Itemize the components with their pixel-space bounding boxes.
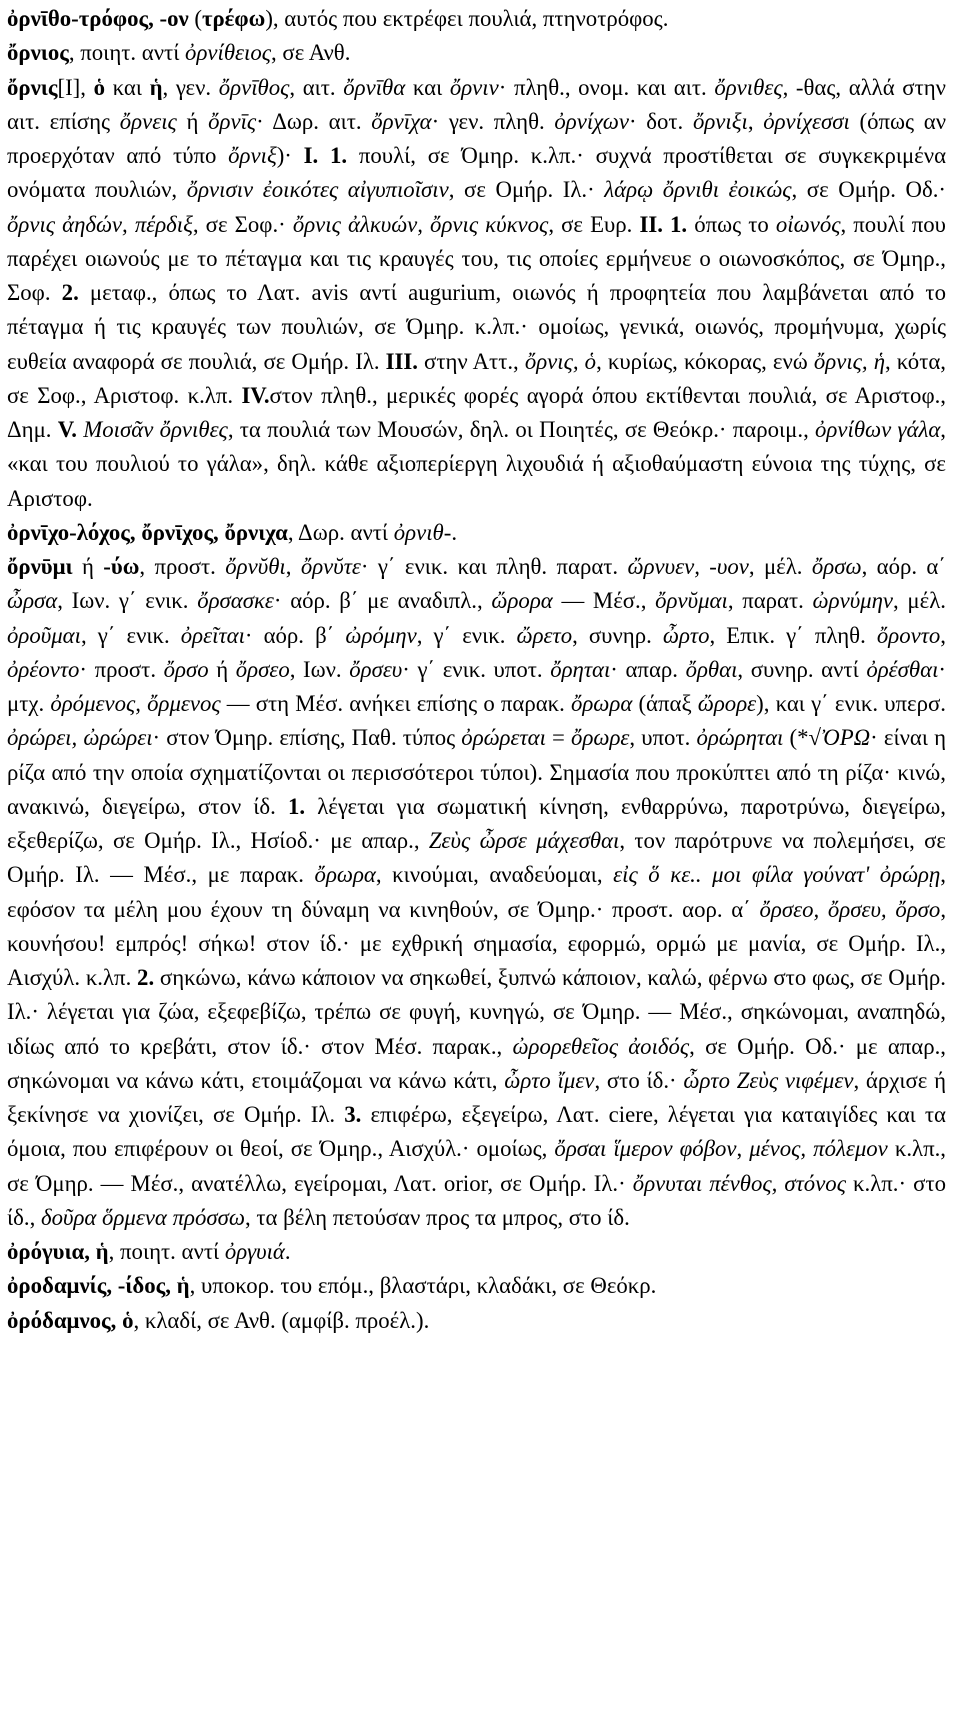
italic-form-text: ὀρνιθ- [393, 519, 452, 545]
italic-form-text: ὄρωρε [571, 725, 630, 751]
italic-form-text: ὤρνυεν, -υον [627, 554, 749, 579]
italic-form-text: εἰς ὅ κε.. μοι φίλα γούνατ' ὀρώρῃ [613, 862, 941, 888]
headword-text: ὀρόδαμνος, ὁ [7, 1307, 134, 1333]
italic-form-text: ὄρσεο [235, 656, 290, 682]
headword-text: -ύω [103, 554, 140, 579]
definition-text: , τα βέλη πετούσαν προς τα μπρος, στο ίδ. [244, 1204, 630, 1230]
definition-text: , «και του πουλιού το γάλα», δηλ. κάθε αξιοπερίεργη λιχουδιά ή αξιοθαύμαστη εύνοια της τύχης, σε Αριστοφ. [7, 417, 946, 511]
italic-form-text: ὄρσο [163, 656, 209, 682]
definition-text: · δοτ. [628, 108, 693, 134]
italic-form-text: ὄρνεις [119, 108, 177, 134]
italic-form-text: ὈΡΩ [821, 725, 871, 751]
definition-text: πουλί, σε Όμηρ. κ.λπ.· συχνά προστίθεται σε συγκεκριμένα ονόματα πουλιών, [7, 143, 947, 203]
italic-form-text: ὄρνῠμαι [655, 588, 728, 614]
italic-form-text: ὄρνῠθι [225, 554, 286, 579]
definition-text: · απαρ. [610, 656, 686, 682]
italic-form-text: Ζεὺς ὦρσε μάχεσθαι [428, 828, 620, 853]
definition-text: , προστ. [139, 554, 226, 579]
italic-form-text: ὄρσεο, ὄρσευ, ὄρσο [759, 896, 941, 922]
definition-text: , αόρ. α΄ [861, 554, 946, 579]
definition-text: , υποκορ. του επόμ., βλαστάρι, κλαδάκι, σε Θεόκρ. [189, 1273, 657, 1299]
italic-form-text: ὀρέοντο [7, 656, 80, 682]
italic-form-text: ὄρωρα [314, 862, 376, 888]
italic-form-text: ὄρνῑθα [343, 74, 406, 100]
headword-text: 2. [137, 965, 155, 990]
definition-text: , αιτ. [289, 74, 344, 100]
headword-text: ὀροδαμνίς, -ίδος, ἡ [7, 1273, 190, 1299]
definition-text: και [104, 74, 150, 100]
definition-text: (όπως αν προερχόταν από τύπο [7, 108, 947, 168]
definition-text: μεταφ., όπως το Λατ. avis αντί augurium, οιωνός ή προφητεία που λαμβάνεται από το πέταγμα ή τις κραυγές των πουλιών, σε Όμηρ. κ.λπ.· ομοίως, γενικά, οιωνός, προμήνυμα, χωρίς ευθεία αναφορά σε πουλιά, σε Ομήρ. Ιλ. [7, 280, 946, 374]
italic-form-text: Μοισᾶν ὄρνιθες [83, 417, 228, 442]
definition-text: , σε Ομήρ. Οδ.· με απαρ., σηκώνομαι να κάνω κάτι, ετοιμάζομαι να κάνω κάτι, [7, 1033, 947, 1093]
definition-text: , Ιων. γ΄ ενικ. [57, 588, 198, 614]
definition-text: · γ΄ ενικ. και πληθ. παρατ. [360, 554, 628, 579]
italic-form-text: ὠρορεθεῖος ἀοιδός [512, 1033, 690, 1059]
italic-form-text: ὄρνιξι [692, 108, 748, 134]
definition-text: όπως το [687, 211, 776, 237]
headword-text: II. 1. [639, 211, 688, 237]
definition-text: — στη Μέσ. ανήκει επίσης ο παρακ. [220, 691, 571, 716]
definition-text: , συνηρ. αντί [737, 656, 867, 682]
definition-text: — Μέσ., [552, 588, 656, 614]
headword-text: ὄρνις [7, 74, 58, 100]
italic-form-text: ὄρνις, ἡ [813, 348, 886, 374]
definition-text: )· [276, 143, 304, 168]
entry-ornymi [7, 550, 946, 1235]
italic-form-text: ὦρτο Ζεὺς νιφέμεν [683, 1067, 854, 1093]
headword-text: ὀρνῑχο-λόχος, ὄρνῑχος, ὄρνιχα [7, 519, 288, 545]
definition-text: , κυρίως, κόκορας, ενώ [596, 348, 814, 374]
definition-text: και [405, 74, 450, 100]
italic-form-text: ὄρνις ἀλκυών, ὄρνις κύκνος [292, 211, 549, 237]
italic-form-text: ὄρηται [550, 656, 611, 682]
italic-form-text: λάρῳ ὄρνιθι ἐοικώς [604, 177, 792, 203]
headword-text: ὀρνῑθο-τρόφος, -ον [7, 6, 195, 31]
italic-form-text: ὀροῦμαι [7, 622, 81, 648]
italic-form-text: ὄρνισιν ἐοικότες αἰγυπιοῖσιν [186, 177, 449, 203]
definition-text: , σε Σοφ.· [192, 211, 293, 237]
definition-text: , ποιητ. αντί [68, 40, 186, 66]
definition-text: · γ΄ ενικ. υποτ. [402, 656, 551, 682]
headword-text: III. [385, 348, 418, 374]
definition-text: · είναι η ρίζα από την οποία σχηματίζονται οι περισσότεροι τύποι). Σημασία που προκύπτει από τη ρίζα· κινώ, ανακινώ, διεγείρω, στον ίδ. [7, 725, 947, 819]
definition-text: , τα πουλιά των Μουσών, δηλ. οι Ποιητές, σε Θεόκρ.· παροιμ., [227, 417, 816, 442]
italic-form-text: ὄρνιν [449, 74, 499, 100]
italic-form-text: ὠρόμην [345, 622, 417, 648]
italic-form-text: ὤρετο [516, 622, 573, 648]
italic-form-text: ὦρτο [662, 622, 710, 648]
definition-text: (άπαξ [632, 691, 698, 716]
italic-form-text: ὄρνυται πένθος, στόνος [632, 1170, 846, 1196]
definition-text: , σε Ευρ. [548, 211, 640, 237]
italic-form-text: ὄρνιξ [228, 143, 277, 168]
definition-text: (*√ [783, 725, 822, 751]
definition-text: , -θας, αλλά στην αιτ. επίσης [7, 74, 946, 134]
definition-text: στην Αττ., [417, 348, 525, 374]
definition-text: κ.λπ.· στο ίδ., [7, 1170, 946, 1230]
headword-text: V. [57, 417, 77, 442]
italic-form-text: ὄρνῑθος [218, 74, 290, 100]
definition-text: · μτχ. [7, 656, 947, 716]
headword-text: ὁ [93, 74, 105, 100]
definition-text: ή [72, 554, 104, 579]
italic-form-text: ὀρώρηται [696, 725, 784, 751]
definition-text: . [451, 519, 458, 545]
definition-text: , ποιητ. αντί [108, 1239, 225, 1264]
definition-text: , συνηρ. [572, 622, 663, 648]
italic-form-text: ὄρνῑς [208, 108, 257, 134]
definition-text: , κουνήσου! εμπρός! σήκω! στον ίδ.· με εχθρική σημασία, εφορμώ, ορμώ με μανία, σε Ομήρ. Ιλ., Αισχύλ. κ.λπ. [7, 896, 947, 990]
definition-text: , κότα, σε Σοφ., Αριστοφ. κ.λπ. [7, 348, 946, 408]
entry-ornios [7, 36, 946, 70]
definition-text: , γ΄ ενικ. [416, 622, 517, 648]
definition-text: , [747, 108, 764, 134]
italic-form-text: ὄρνις, ὁ [524, 348, 597, 374]
italic-form-text: ὀρνίθειος [185, 40, 272, 66]
italic-form-text: ὦρτο ἴμεν [504, 1067, 595, 1093]
italic-form-text: ὄρωρα [570, 691, 633, 716]
definition-text: ή [176, 108, 209, 134]
definition-text: ), αυτός που εκτρέφει πουλιά, πτηνοτρόφος. [265, 6, 669, 31]
headword-text: ἡ [149, 74, 163, 100]
definition-text: ή [208, 656, 236, 682]
definition-text: ( [194, 6, 202, 31]
definition-text: , [736, 1136, 750, 1162]
definition-text: · Δωρ. αιτ. [256, 108, 372, 134]
italic-form-text: δοῦρα ὅρμενα πρόσσω [40, 1204, 245, 1230]
entry-ornicholochos [7, 516, 946, 550]
italic-form-text: ὀρεῖται [180, 622, 245, 648]
definition-text: λέγεται για σωματική κίνηση, ενθαρρύνω, παροτρύνω, διεγείρω, εξεθερίζω, σε Ομήρ. Ιλ., Ησίοδ.· με απαρ., [7, 793, 946, 853]
definition-text: , γεν. [162, 74, 219, 100]
italic-form-text: ὄρνῠτε [300, 554, 361, 579]
headword-text: 2. [61, 280, 79, 305]
definition-text: , Δωρ. αντί [287, 519, 394, 545]
definition-text: , [940, 622, 946, 648]
italic-form-text: ὄρσω [811, 554, 862, 579]
entry-orodamnis [7, 1269, 946, 1303]
headword-text: τρέφω [201, 6, 266, 31]
entry-orodamnos [7, 1304, 946, 1338]
definition-text: · στον Όμηρ. επίσης, Παθ. τύπος [152, 725, 462, 751]
definition-text: , Ιων. [289, 656, 350, 682]
italic-form-text: ὄρσαι ἵμερον φόβον [554, 1136, 737, 1162]
definition-text: , σε Ανθ. [271, 40, 351, 66]
definition-text: [Ι], [57, 74, 94, 100]
headword-text: I. 1. [303, 143, 348, 168]
definition-text: , τον παρότρυνε να πολεμήσει, σε Ομήρ. Ιλ. — Μέσ., με παρακ. [7, 828, 947, 888]
italic-form-text: ὀρνίχεσσι [763, 108, 850, 134]
italic-form-text: ὄρσασκε [197, 588, 274, 614]
definition-text: · αόρ. β΄ [244, 622, 346, 648]
italic-form-text: ὄρνιθες [714, 74, 783, 100]
definition-text: , σε Ομήρ. Οδ.· [791, 177, 946, 203]
definition-text: στον πληθ., μερικές φορές αγορά όπου εκτίθενται πουλιά, σε Αριστοφ., Δημ. [7, 382, 946, 442]
italic-form-text: οἰωνός [775, 211, 841, 237]
italic-form-text: ὄρνις ἀηδών, πέρδιξ [7, 211, 193, 237]
headword-text: IV. [241, 382, 270, 408]
italic-form-text: ὀρώρει, ὠρώρει [7, 725, 153, 751]
definition-text: , μέλ. [893, 588, 946, 614]
italic-form-text: ὀρώρεται [461, 725, 546, 751]
definition-text: σηκώνω, κάνω κάποιον να σηκωθεί, ξυπνώ κάποιον, καλώ, φέρνω στο φως, σε Ομήρ. Ιλ.· λέγεται για ζώα, εξεφεβίζω, τρέπω σε φυγή, κυνηγώ, σε Όμηρ. — Μέσ., σηκώνομαι, αναπηδώ, ιδίως από το κρεβάτι, στον ίδ.· στον Μέσ. παρακ., [7, 965, 946, 1059]
italic-form-text: ὄρσευ [349, 656, 403, 682]
definition-text: , σε Ομήρ. Ιλ.· [448, 177, 605, 203]
definition-text: = [545, 725, 572, 751]
definition-text: · προστ. [79, 656, 164, 682]
italic-form-text: ὠρνύμην [812, 588, 894, 614]
definition-text: , [285, 554, 301, 579]
entry-ornithotrofos [7, 2, 946, 36]
definition-text: , κλαδί, σε Ανθ. (αμφίβ. προέλ.). [133, 1307, 430, 1333]
italic-form-text: ὄρθαι [685, 656, 738, 682]
headword-text: 1. [288, 793, 306, 819]
definition-text: , στο ίδ.· [594, 1067, 684, 1093]
italic-form-text: ὀρνίχων [554, 108, 629, 134]
headword-text: ὄρνιος [7, 40, 69, 66]
headword-text: 3. [344, 1102, 362, 1127]
definition-text: · πληθ., ονομ. και αιτ. [498, 74, 715, 100]
entry-ornis [7, 71, 946, 516]
definition-text: , Επικ. γ΄ πληθ. [709, 622, 877, 648]
definition-text: ), και γ΄ ενικ. υπερσ. [756, 691, 946, 716]
italic-form-text: ὀρέσθαι [866, 656, 939, 682]
italic-form-text: ὦρσα [7, 588, 58, 614]
italic-form-text: μένος, πόλεμον [749, 1136, 888, 1162]
definition-text: , πουλί που παρέχει οιωνούς με το πέταγμα και τις κραυγές του, τις οποίες ερμήνευε ο οιωνοσκόπος, σε Όμηρ., Σοφ. [7, 211, 946, 305]
entry-orogyia [7, 1235, 946, 1269]
definition-text: , μέλ. [748, 554, 812, 579]
italic-form-text: ὤρορε [697, 691, 757, 716]
definition-text: , υποτ. [629, 725, 697, 751]
definition-text: · αόρ. β΄ με αναδιπλ., [273, 588, 492, 614]
definition-text: , γ΄ ενικ. [80, 622, 181, 648]
italic-form-text: ὀργυιά [224, 1239, 285, 1264]
definition-text: επιφέρω, εξεγείρω, Λατ. ciere, λέγεται για καταιγίδες και τα όμοια, που επιφέρουν οι θεοί, σε Όμηρ., Αισχύλ.· ομοίως, [7, 1102, 946, 1162]
definition-text: κ.λπ., σε Όμηρ. — Μέσ., ανατέλλω, εγείρομαι, Λατ. orior, σε Ομήρ. Ιλ.· [7, 1136, 946, 1196]
definition-text: , κινούμαι, αναδεύομαι, [375, 862, 614, 888]
definition-text: . [284, 1239, 291, 1264]
italic-form-text: ὀρνίθων γάλα [815, 417, 941, 442]
definition-text: , εφόσον τα μέλη μου έχουν τη δύναμη να κινηθούν, σε Όμηρ.· προστ. αορ. α΄ [7, 862, 946, 922]
definition-text: , άρχισε ή ξεκίνησε να χιονίζει, σε Ομήρ. Ιλ. [7, 1067, 946, 1127]
italic-form-text: ὄροντο [876, 622, 941, 648]
italic-form-text: ὀρόμενος, ὄρμενος [50, 691, 221, 716]
definition-text: , παρατ. [727, 588, 813, 614]
definition-text: · γεν. πληθ. [431, 108, 555, 134]
italic-form-text: ὄρνῑχα [371, 108, 432, 134]
headword-text: ὄρνῡμι [7, 554, 73, 579]
headword-text: ὀρόγυια, ἡ [7, 1239, 109, 1264]
italic-form-text: ὤρορα [491, 588, 553, 614]
